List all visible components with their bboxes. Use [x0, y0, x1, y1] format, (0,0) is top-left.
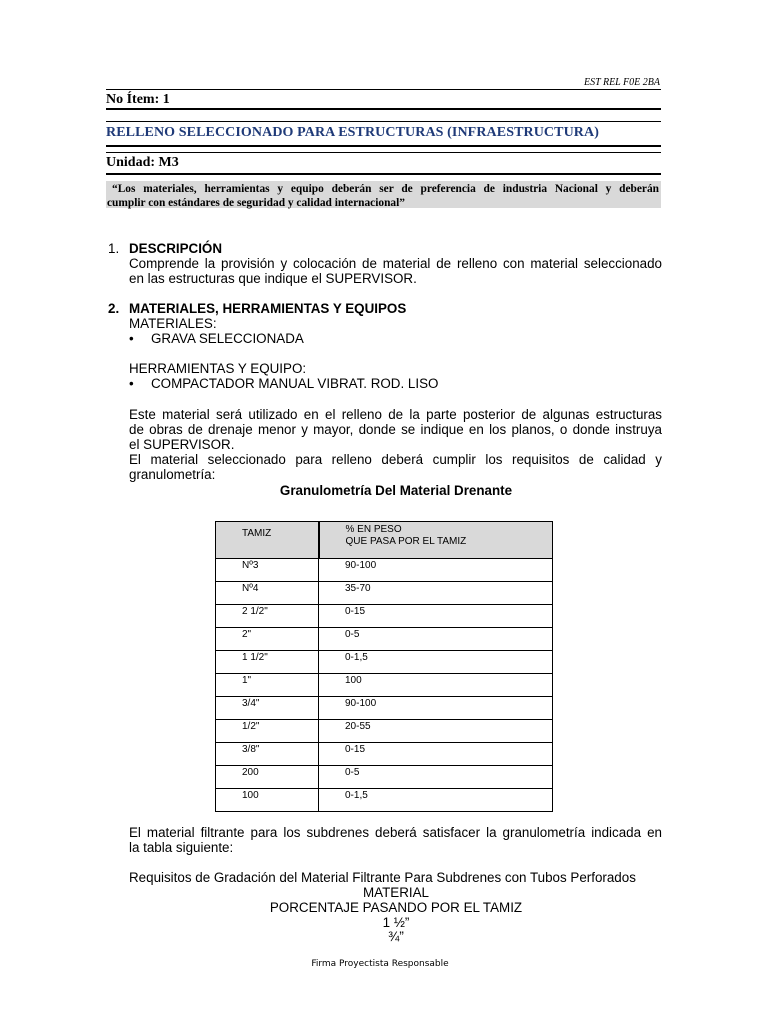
- paragraph-line: en las estructuras que indique el SUPERVISOR.: [129, 271, 417, 286]
- paragraph-line: El material filtrante para los subdrenes deberá satisfacer la granulometría indicada en: [129, 825, 662, 840]
- cell-tamiz: 3/4": [216, 697, 319, 720]
- table-row: [216, 697, 553, 720]
- divider: [106, 152, 661, 153]
- divider: [106, 108, 661, 110]
- quote-text: [107, 182, 659, 210]
- materials-label: MATERIALES:: [129, 316, 217, 331]
- signature-label: Firma Proyectista Responsable: [311, 959, 449, 969]
- cell-tamiz: 2 1/2": [216, 605, 319, 628]
- table-title: Granulometría Del Material Drenante: [279, 483, 513, 498]
- section-heading: MATERIALES, HERRAMIENTAS Y EQUIPOS: [129, 301, 407, 316]
- list-item-label: GRAVA SELECCIONADA: [151, 331, 304, 346]
- requirements-value: 1 ½”: [382, 915, 410, 930]
- cell-percent: 90-100: [319, 559, 553, 582]
- cell-tamiz: 1/2": [216, 720, 319, 743]
- quote-line: cumplir con estándares de seguridad y calidad internacional”: [107, 197, 405, 209]
- cell-tamiz: 100: [216, 789, 319, 812]
- tools-label: HERRAMIENTAS Y EQUIPO:: [129, 361, 307, 376]
- paragraph-line: la tabla siguiente:: [129, 840, 234, 855]
- cell-percent: 20-55: [319, 720, 553, 743]
- column-header-tamiz: TAMIZ: [216, 522, 319, 559]
- cell-tamiz: 1": [216, 674, 319, 697]
- cell-percent: 90-100: [319, 697, 553, 720]
- granulometry-table: [215, 521, 553, 812]
- bullet-icon: •: [129, 331, 134, 346]
- document-code: EST REL F0E 2BA: [583, 77, 660, 88]
- cell-percent: 100: [319, 674, 553, 697]
- column-header-line: QUE PASA POR EL TAMIZ: [345, 536, 467, 547]
- paragraph-line: Este material será utilizado en el relleno de la parte posterior de algunas estructuras: [129, 407, 662, 422]
- cell-tamiz: Nº3: [216, 559, 319, 582]
- requirements-value: ¾”: [388, 929, 404, 944]
- table-header-row: [216, 522, 553, 559]
- paragraph-line: El material seleccionado para relleno deberá cumplir los requisitos de calidad y: [129, 452, 662, 467]
- bullet-icon: •: [129, 376, 134, 391]
- list-item: [129, 376, 438, 391]
- paragraph-line: el SUPERVISOR.: [129, 437, 235, 452]
- cell-tamiz: 2": [216, 628, 319, 651]
- page-title: RELLENO SELECCIONADO PARA ESTRUCTURAS (INFRAESTRUCTURA): [106, 125, 599, 140]
- table-row: [216, 605, 553, 628]
- section-number: 1.: [108, 241, 120, 256]
- divider: [106, 89, 661, 90]
- divider: [106, 145, 661, 147]
- unit-label: Unidad: M3: [106, 155, 179, 170]
- table-row: [216, 674, 553, 697]
- cell-percent: 0-5: [319, 766, 553, 789]
- column-header-percent: [319, 522, 553, 559]
- list-item: [129, 331, 304, 346]
- table-body: [216, 559, 553, 812]
- cell-percent: 35-70: [319, 582, 553, 605]
- requirements-percent: PORCENTAJE PASANDO POR EL TAMIZ: [269, 900, 523, 915]
- cell-percent: 0-5: [319, 628, 553, 651]
- cell-percent: 0-15: [319, 605, 553, 628]
- cell-tamiz: 1 1/2": [216, 651, 319, 674]
- divider: [106, 121, 661, 122]
- list-item-label: COMPACTADOR MANUAL VIBRAT. ROD. LISO: [151, 376, 439, 391]
- cell-tamiz: Nº4: [216, 582, 319, 605]
- table-row: [216, 582, 553, 605]
- table-row: [216, 720, 553, 743]
- table-row: [216, 789, 553, 812]
- cell-percent: 0-15: [319, 743, 553, 766]
- quote-line: “Los materiales, herramientas y equipo deberán ser de preferencia de industria Nacional y deberán: [112, 183, 659, 195]
- divider: [106, 173, 661, 175]
- column-header-line: % EN PESO: [345, 524, 402, 535]
- table-row: [216, 766, 553, 789]
- cell-tamiz: 3/8": [216, 743, 319, 766]
- requirements-title: Requisitos de Gradación del Material Filtrante Para Subdrenes con Tubos Perforados: [129, 870, 636, 885]
- paragraph-line: granulometría:: [129, 467, 216, 482]
- requirements-material: MATERIAL: [363, 885, 429, 900]
- table-row: [216, 559, 553, 582]
- paragraph-line: de obras de drenaje menor y mayor, donde se indique en los planos, o donde instruya: [129, 422, 662, 437]
- section-heading: DESCRIPCIÓN: [129, 241, 223, 256]
- item-number: No Ítem: 1: [106, 92, 170, 107]
- table-row: [216, 743, 553, 766]
- cell-percent: 0-1,5: [319, 789, 553, 812]
- section-number: 2.: [108, 301, 120, 316]
- cell-percent: 0-1,5: [319, 651, 553, 674]
- paragraph-line: Comprende la provisión y colocación de material de relleno con material seleccionado: [129, 256, 662, 271]
- table-row: [216, 651, 553, 674]
- table-row: [216, 628, 553, 651]
- cell-tamiz: 200: [216, 766, 319, 789]
